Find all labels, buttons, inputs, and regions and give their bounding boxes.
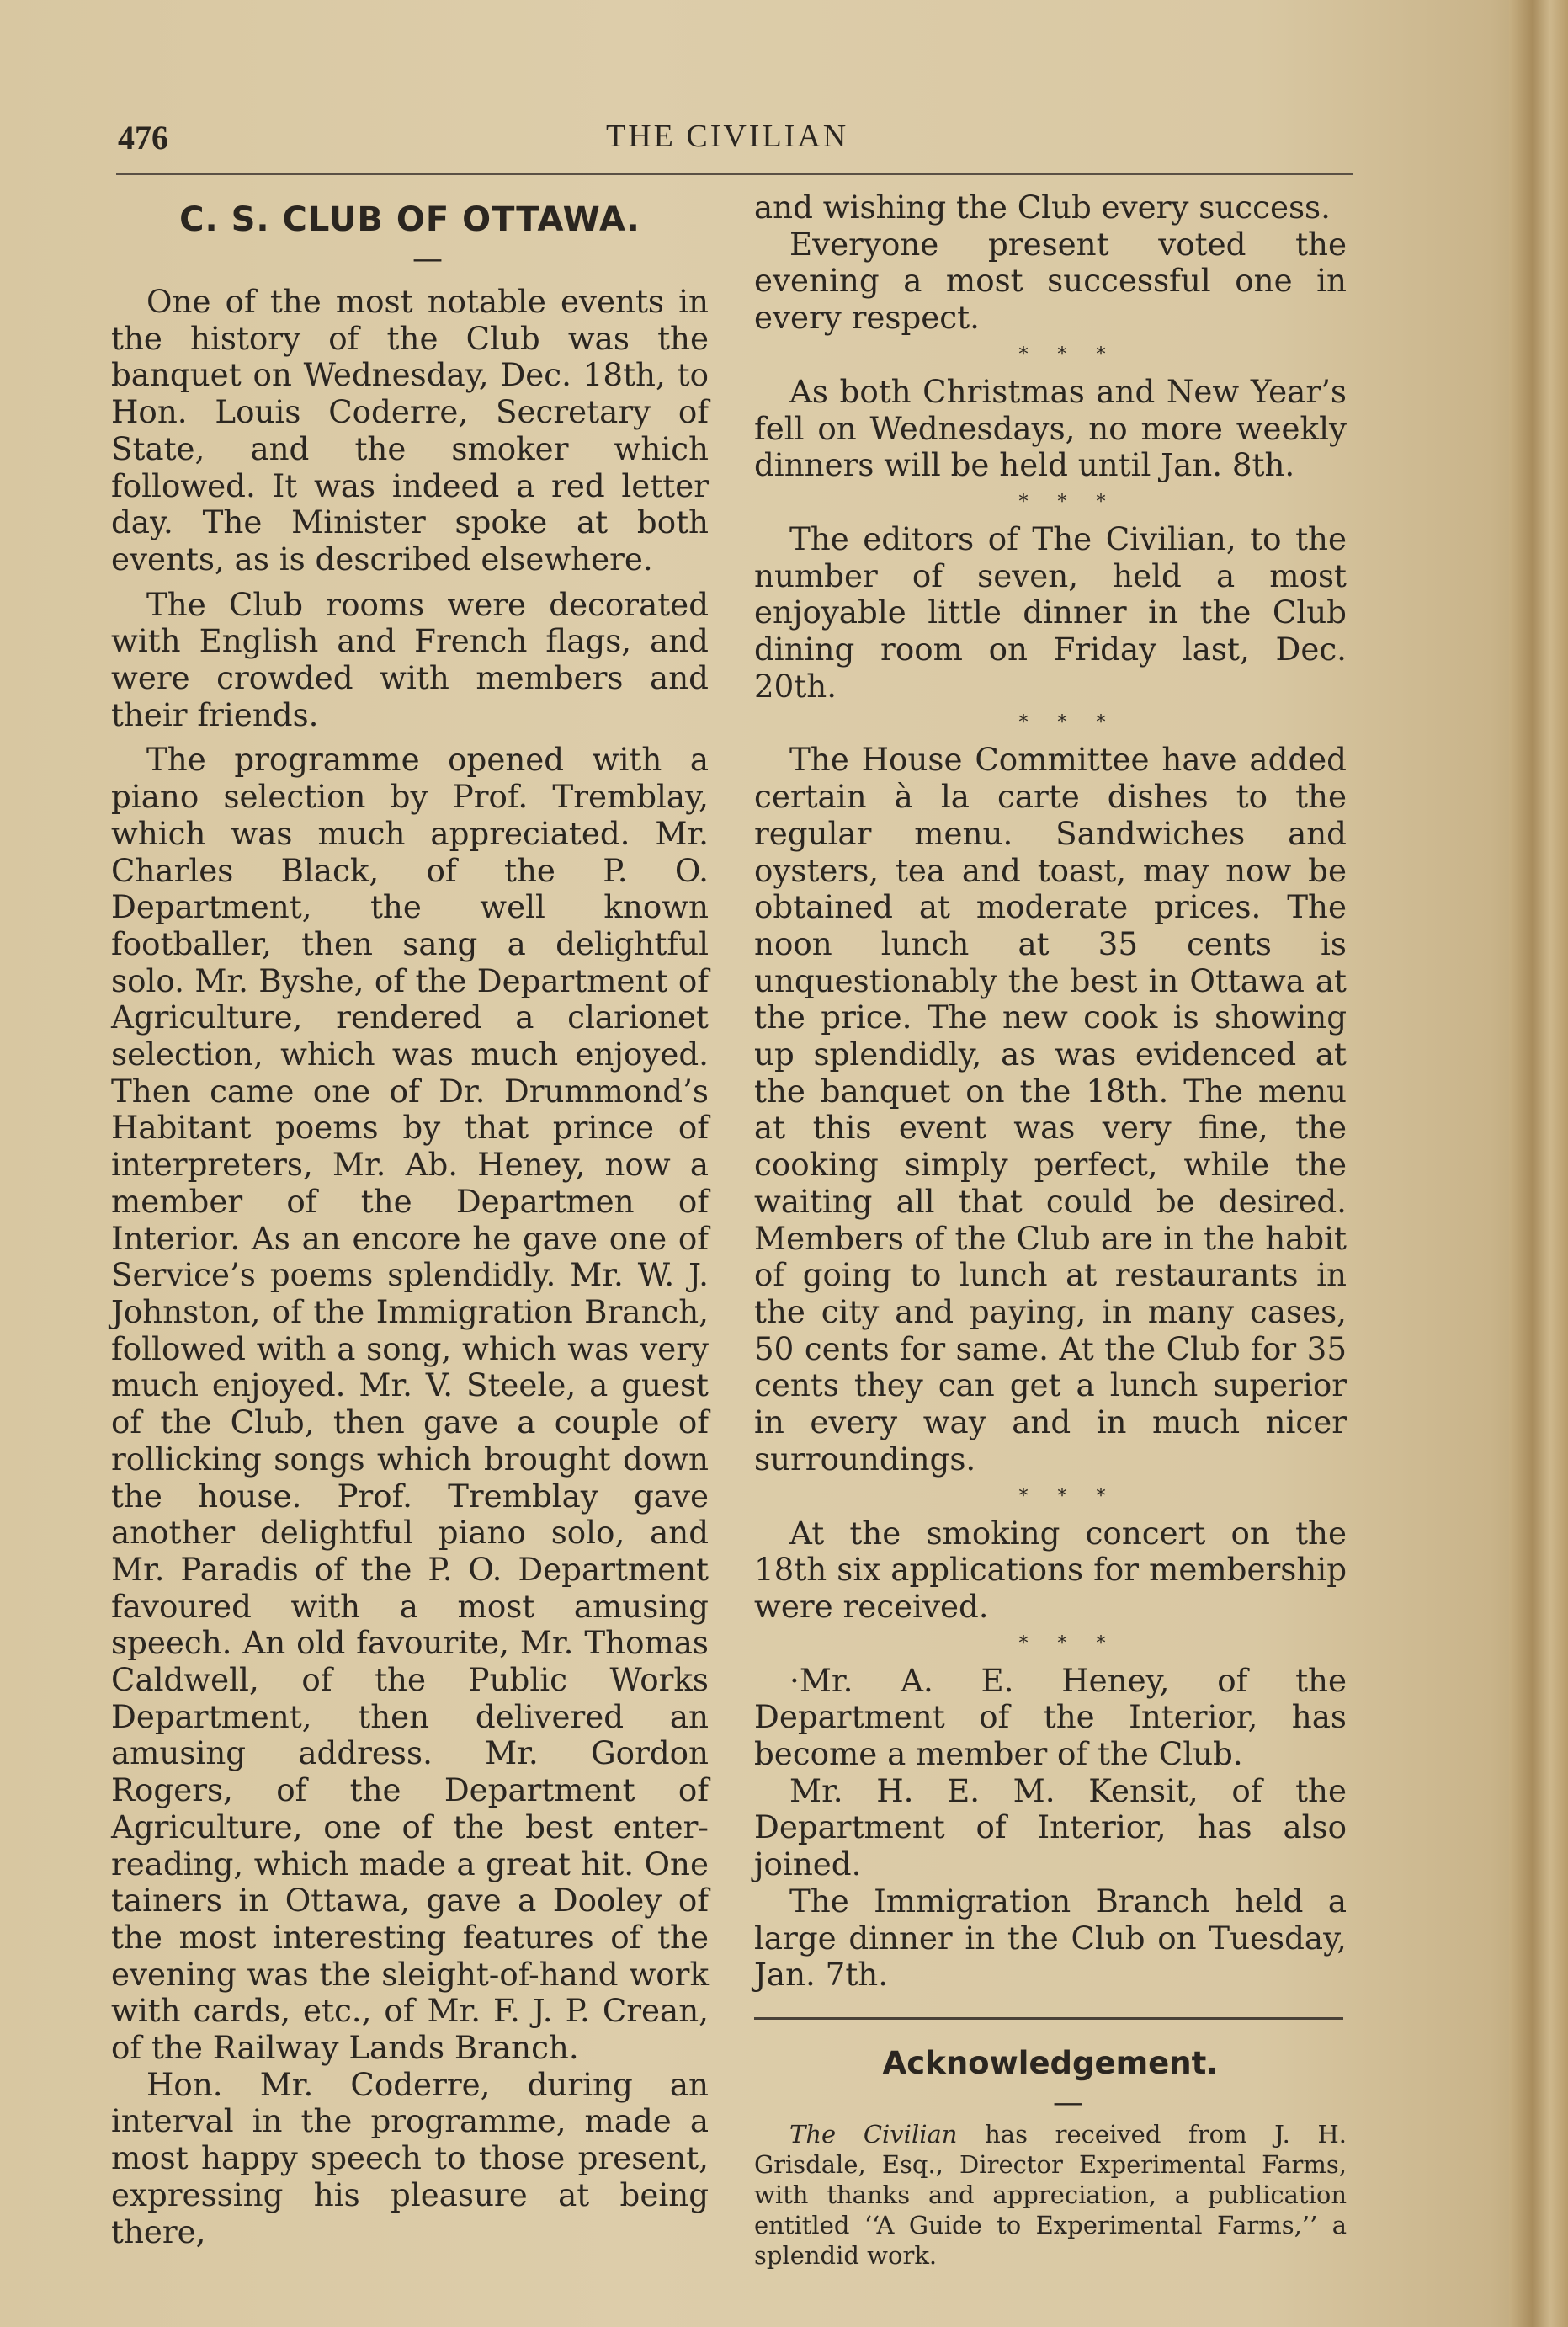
acknowledgement-dash: — xyxy=(1053,2085,1083,2120)
running-title: THE CIVILIAN xyxy=(606,119,849,154)
news-item: Mr. H. E. M. Kensit, of the Department of Interior, has also joined. xyxy=(754,1771,1347,1883)
acknowledgement-body: has received from J. H. Grisdale, Esq., Director Experimental Farms, with thanks and appreciation, a publication entitled ‘‘A Guide to Experimental Farms,’’ a splendid work. xyxy=(754,2119,1347,2270)
acknowledgement-text xyxy=(754,2119,1347,2271)
separator-stars: * * * xyxy=(1018,1485,1118,1507)
header-rule xyxy=(116,173,1353,175)
separator-stars: * * * xyxy=(1018,343,1118,365)
news-item: ·Mr. A. E. Heney, of the Department of the Interior, has become a member of the Club. xyxy=(754,1661,1347,1773)
separator-stars: * * * xyxy=(1018,712,1118,734)
news-item: As both Christmas and New Year’s fell on Wednesdays, no more weekly dinners will be held until Jan. 8th. xyxy=(754,372,1347,484)
article-paragraph: The Club rooms were decorated with English and French flags, and were crowded with members and their friends. xyxy=(111,585,709,733)
article-paragraph: One of the most notable events in the history of the Club was the banquet on Wednesday, Dec. 18th, to Hon. Louis Coderre, Secretary of State, and the smoker which followed. It was indeed a red letter day. The Minister spoke at both events, as is described elsewhere. xyxy=(111,283,709,578)
acknowledgement-title: Acknowledgement. xyxy=(882,2044,1219,2081)
right-column xyxy=(754,189,1347,2271)
continued-paragraph: and wishing the Club every success. xyxy=(754,189,1331,226)
article-paragraph: Hon. Mr. Coderre, during an interval in the programme, made a most happy speech to those present, expressing his pleasure at being there, xyxy=(111,2065,709,2250)
left-column xyxy=(111,189,709,2250)
separator-stars: * * * xyxy=(1018,1632,1118,1654)
book-spine-shadow xyxy=(1509,0,1568,2327)
article-paragraph: Everyone present voted the evening a most successful one in every respect. xyxy=(754,225,1347,337)
section-rule xyxy=(754,2017,1343,2020)
publication-name: The Civilian xyxy=(789,2119,958,2149)
news-item: At the smoking concert on the 18th six applications for membership were received. xyxy=(754,1514,1347,1625)
news-item: The Immigration Branch held a large dinner in the Club on Tuesday, Jan. 7th. xyxy=(754,1882,1347,1994)
news-item: The editors of The Civilian, to the number of seven, held a most enjoyable little dinner in the Club dining room on Friday last, Dec. 20th. xyxy=(754,519,1347,705)
news-item: The House Committee have added certain à la carte dishes to the regular menu. Sandwiches and oysters, tea and toast, may now be obtained at moderate prices. The noon lunch at 35 cents is unquestionably the best in Ottawa at the price. The new cook is showing up splendidly, as was evidenced at the banquet on the 18th. The menu at this event was very fine, the cooking simply perfect, while the waiting all that could be desired. Members of the Club are in the habit of going to lunch at restaurants in the city and paying, in many cases, 50 cents for same. At the Club for 35 cents they can get a lunch superior in every way and in much nicer surroundings. xyxy=(754,741,1347,1478)
article-title: C. S. CLUB OF OTTAWA. xyxy=(179,200,640,239)
page-number: 476 xyxy=(118,119,168,157)
separator-stars: * * * xyxy=(1018,491,1118,513)
title-dash: — xyxy=(412,242,443,276)
article-paragraph: The programme opened with a piano selection by Prof. Tremblay, which was much appreciated. Mr. Charles Black, of the P. O. Department, the well known footballer, then sang a delightful solo. Mr. Byshe, of the Department of Agriculture, rendered a clarionet selection, which was much enjoyed. Then came one of Dr. Drummond’s Habitant poems by that prince of interpreters, Mr. Ab. Heney, now a member of the Departmen of Interior. As an encore he gave one of Service’s poems splendidly. Mr. W. J. Johnston, of the Immigration Branch, followed with a song, which was very much enjoyed. Mr. V. Steele, a guest of the Club, then gave a couple of rollicking songs which brought down the house. Prof. Tremblay gave another delightful piano solo, and Mr. Paradis of the P. O. Department favoured with a most amusing speech. An old favourite, Mr. Thomas Caldwell, of the Public Works Department, then delivered an amusing address. Mr. Gordon Rogers, of the Department of Agriculture, one of the best enter-reading, which made a great hit. One tainers in Ottawa, gave a Dooley of the most interesting features of the evening was the sleight-of-hand work with cards, etc., of Mr. F. J. P. Crean, of the Railway Lands Branch. xyxy=(111,741,709,2067)
